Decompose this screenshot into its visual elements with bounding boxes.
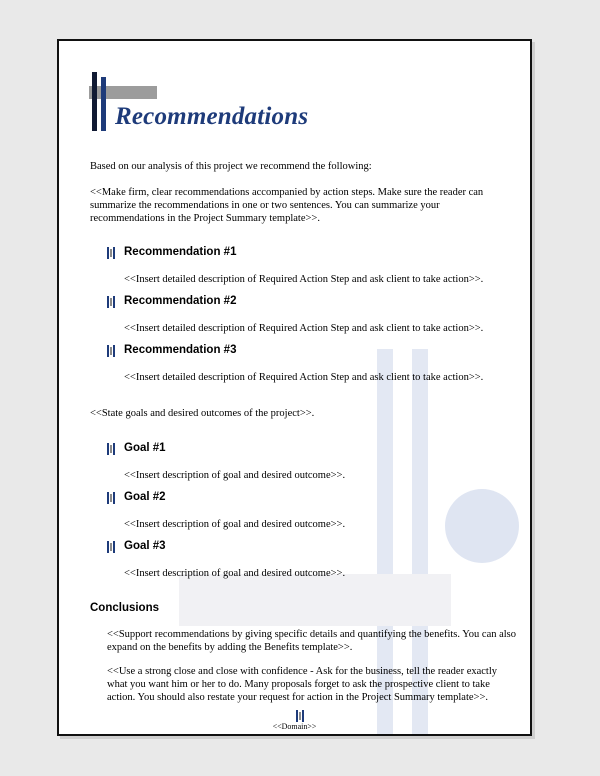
bullet-icon [107, 247, 117, 259]
conclusions-heading: Conclusions [90, 602, 160, 614]
conclusions-paragraph-2: <<Use a strong close and close with confidence - Ask for the business, tell the reader exactly what you want him or her to do. Many proposals forget to ask the prospective client to take action. You should also restate your request for action in the Project Summary template>>. [107, 666, 498, 703]
bullet-icon [107, 345, 117, 357]
recommendation-1-heading: Recommendation #1 [124, 246, 237, 258]
footer-logo-icon [296, 710, 306, 722]
title-navy-bar-2 [101, 77, 106, 131]
goals-intro-text: <<State goals and desired outcomes of the project>>. [90, 408, 315, 419]
recommendation-1-text: <<Insert detailed description of Required Action Step and ask client to take action>>. [124, 274, 484, 285]
conclusions-paragraph-1: <<Support recommendations by giving specific details and quantifying the benefits. You can also expand on the benefits by adding the Benefits template>>. [107, 629, 517, 653]
recommendation-3-text: <<Insert detailed description of Required Action Step and ask client to take action>>. [124, 372, 484, 383]
goal-2-text: <<Insert description of goal and desired outcome>>. [124, 519, 346, 530]
bullet-icon [107, 443, 117, 455]
goal-3-text: <<Insert description of goal and desired outcome>>. [124, 568, 346, 579]
recommendation-2-text: <<Insert detailed description of Required Action Step and ask client to take action>>. [124, 323, 484, 334]
recommendation-3-heading: Recommendation #3 [124, 344, 237, 356]
title-navy-bar-1 [92, 72, 97, 131]
title-gray-bar [89, 86, 157, 99]
bullet-icon [107, 492, 117, 504]
goal-3-heading: Goal #3 [124, 540, 166, 552]
goal-1-text: <<Insert description of goal and desired outcome>>. [124, 470, 346, 481]
recommendation-2-heading: Recommendation #2 [124, 295, 237, 307]
decor-rect [179, 574, 451, 626]
document-page [57, 39, 532, 736]
bullet-icon [107, 541, 117, 553]
instruction-text: <<Make firm, clear recommendations accompanied by action steps. Make sure the reader can summarize the recommendations in one or two sentences. You can summarize your recommendations in the Project Summary template>>. [90, 187, 484, 224]
footer-domain: <<Domain>> [272, 722, 317, 731]
intro-text: Based on our analysis of this project we recommend the following: [90, 161, 372, 172]
goal-1-heading: Goal #1 [124, 442, 166, 454]
page-title: Recommendations [115, 103, 309, 130]
bullet-icon [107, 296, 117, 308]
goal-2-heading: Goal #2 [124, 491, 166, 503]
